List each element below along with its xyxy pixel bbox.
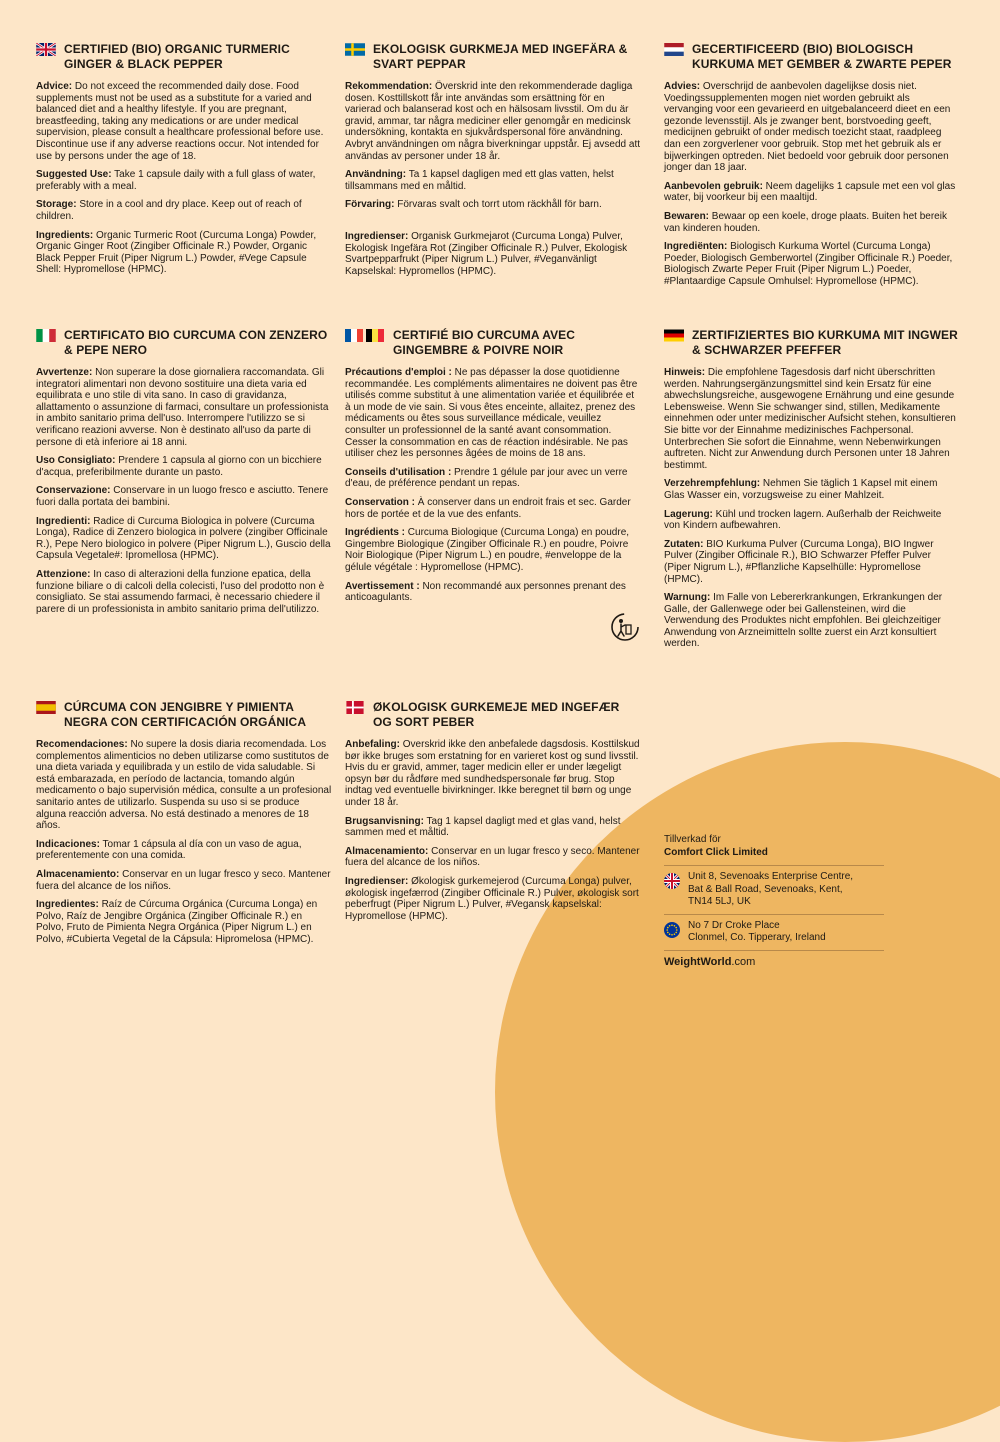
ingredients-paragraph: Ingrédients : Curcuma Biologique (Curcuma Longa) en poudre, Gingembre Biologique (Zingiber Officinale R.) en poudre, Poivre Noir Biologique (Piper Nigrum L.) en poudre, #enveloppe de la gélule végétale : Hypromellose (HPMC). <box>345 527 630 573</box>
storage-paragraph: Storage: Store in a cool and dry place. Keep out of reach of children. <box>36 199 302 222</box>
warning-paragraph: Attenzione: In caso di alterazioni della funzione epatica, della funzione biliare o di calcoli della colecisti, l'uso del prodotto non è consigliato. Se stai assumendo farmaci, è necessario chiedere il parere di un professionista in ambito sanitario prima dell'utilizzo. <box>36 568 325 615</box>
uk-flag-icon <box>36 43 56 56</box>
usage-paragraph: Brugsanvisning: Tag 1 kapsel dagligt med et glas vand, helst sammen med et måltid. <box>345 815 621 839</box>
sweden-flag-icon <box>345 43 365 56</box>
storage-paragraph: Almacenamiento: Conservar en un lugar fresco y seco. Mantener fuera del alcance de los niños. <box>36 868 331 892</box>
triman-recycle-icon <box>610 612 640 642</box>
section-title: ZERTIFIZIERTES BIO KURKUMA MIT INGWER & SCHWARZER PFEFFER <box>692 328 958 357</box>
usage-paragraph: Användning: Ta 1 kapsel dagligen med ett glas vatten, helst tillsammans med en måltid. <box>345 169 614 192</box>
storage-paragraph: Lagerung: Kühl und trocken lagern. Außerhalb der Reichweite von Kindern aufbewahren. <box>664 508 942 532</box>
ingredients-paragraph: Ingredienti: Radice di Curcuma Biologica in polvere (Curcuma Longa), Radice di Zenzero biologica in polvere (zingiber Officinale R.), Pepe Nero biologico in polvere (Piper Nigrum L.), Guscio della Capsula Vegetale#: Ipromellosa (HPMC). <box>36 515 331 562</box>
storage-paragraph: Förvaring: Förvaras svalt och torrt utom räckhåll för barn. <box>345 199 602 211</box>
storage-paragraph: Bewaren: Bewaar op een koele, droge plaats. Buiten het bereik van kinderen houden. <box>664 210 947 234</box>
warning-paragraph: Warnung: Im Falle von Lebererkrankungen, Erkrankungen der Galle, der Gallenwege oder bei Gallensteinen, wird die Verwendung des Produktes nicht empfohlen. Bei gleichzeitiger Anwendung von Arzneimitteln sollte zuerst ein Arzt konsultiert werden. <box>664 592 943 650</box>
advice-paragraph: Précautions d'emploi : Ne pas dépasser la dose quotidienne recommandée. Les compléments alimentaires ne doivent pas être utilisés comme substitut à une alimentation variée et équilibrée et à un mode de vie sain. Si vous êtes enceinte, allaitez, prenez des médicaments ou êtes sous surveillance médicale, veuillez consulter un professionnel de la santé avant consommation. Cesser la consommation en cas de réaction indésirable. Ne pas utiliser chez les personnes âgées de moins de 18 ans. <box>345 367 638 460</box>
advice-paragraph: Avvertenze: Non superare la dose giornaliera raccomandata. Gli integratori alimentari non devono sostituire una dieta varia ed equilibrata e uno stile di vita sano. In caso di gravidanza, allattamento o assunzione di farmaci, consultare un professionista in ambito sanitario prima dell'uso. Interrompere l'utilizzo se si verificano reazioni avverse. Non è destinato all'uso da parte di persone di età inferiore ai 18 anni. <box>36 367 329 448</box>
eu-round-flag-icon <box>664 922 680 938</box>
uk-round-flag-icon <box>664 873 680 889</box>
advice-paragraph: Advice: Do not exceed the recommended daily dose. Food supplements must not be used as a substitute for a varied and balanced diet and a healthy lifestyle. If you are pregnant, breastfeeding, taking any medications or are under medical supervision, please consult a healthcare professional before use. Discontinue use if any adverse reactions occur. Not intended for use by persons under the age of 18. <box>36 81 324 162</box>
storage-paragraph: Almacenamiento: Conservar en un lugar fresco y seco. Mantener fuera del alcance de los niños. <box>345 845 640 869</box>
spain-flag-icon <box>36 701 56 714</box>
made-for-label: Tillverkad för <box>664 834 721 845</box>
section-german <box>664 328 960 657</box>
section-italian <box>36 328 332 622</box>
warning-paragraph: Avertissement : Non recommandé aux personnes prenant des anticoagulants. <box>345 580 626 604</box>
usage-paragraph: Verzehrempfehlung: Nehmen Sie täglich 1 Kapsel mit einem Glas Wasser ein, vorzugsweise zu einer Mahlzeit. <box>664 478 938 501</box>
ingredients-paragraph: Ingredients: Organic Turmeric Root (Curcuma Longa) Powder, Organic Ginger Root (Zingiber Officinale R.) Powder, Organic Black Pepper Fruit (Piper Nigrum L.) Powder, #Vege Capsule Shell: Hypromellose (HPMC). <box>36 229 317 276</box>
uk-address-row <box>664 865 884 914</box>
italy-flag-icon <box>36 329 56 342</box>
advice-paragraph: Rekommendation: Överskrid inte den rekommenderade dagliga dosen. Kosttillskott får inte användas som ersättning för en varierad och balanserad kost och en hälsosam livsstil. Om du är gravid, ammar, tar några mediciner eller genomgår en medicinsk undersökning, kontakta en sjukvårdspersonal före användning. Avbryt användningen om några biverkningar uppstår. Ej avsedd att användas av personer under 18 år. <box>345 81 640 162</box>
eu-address-row <box>664 914 884 950</box>
ingredients-paragraph: Ingrediënten: Biologisch Kurkuma Wortel (Curcuma Longa) Poeder, Biologisch Gemberwortel (Zingiber Officinale R.) Poeder, Biologisch Zwarte Peper Fruit (Piper Nigrum L.) Poeder, #Plantaardige Capsule Omhulsel: Hypromellose (HPMC). <box>664 241 953 287</box>
advice-paragraph: Advies: Overschrijd de aanbevolen dagelijkse dosis niet. Voedingssupplementen mogen niet worden gebruikt als vervanging voor een gevarieerd en uitgebalanceerd dieet en een gezonde levensstijl. Als je zwanger bent, borstvoeding geeft, medicijnen gebruikt of onder medisch toezicht staat, raadpleeg dan een zorgverlener voor gebruik. Stop met het gebruik als er bijwerkingen optreden. Niet bedoeld voor gebruik door personen jonger dan 18 jaar. <box>664 81 951 174</box>
section-title: ØKOLOGISK GURKEMEJE MED INGEFÆR OG SORT PEBER <box>373 700 620 729</box>
usage-paragraph: Conseils d'utilisation : Prendre 1 gélule par jour avec un verre d'eau, de préférence pendant un repas. <box>345 466 628 490</box>
usage-paragraph: Indicaciones: Tomar 1 cápsula al día con un vaso de agua, preferentemente con una comida. <box>36 838 302 862</box>
germany-flag-icon <box>664 329 684 342</box>
company-name: Comfort Click Limited <box>664 846 768 858</box>
storage-paragraph: Conservation : À conserver dans un endroit frais et sec. Garder hors de portée et de la vue des enfants. <box>345 496 631 520</box>
section-title: CERTIFIÉ BIO CURCUMA AVEC GINGEMBRE & POIVRE NOIR <box>393 328 576 357</box>
manufacturer-address-block <box>664 834 884 968</box>
section-english <box>36 42 332 283</box>
storage-paragraph: Conservazione: Conservare in un luogo fresco e asciutto. Tenere fuori dalla portata dei bambini. <box>36 485 329 508</box>
ingredients-paragraph: Ingredientes: Raíz de Cúrcuma Orgánica (Curcuma Longa) en Polvo, Raíz de Jengibre Orgánica (Zingiber Officinale R.) en Polvo, Fruto de Pimienta Negra Orgánica (Piper Nigrum L.) en Polvo, #Cubierta Vegetal de la Cápsula: Hipromelosa (HPMC). <box>36 899 318 945</box>
france-belgium-flag-icon <box>345 329 385 342</box>
uk-address-text: Unit 8, Sevenoaks Enterprise Centre, Bat & Ball Road, Sevenoaks, Kent, TN14 5LJ, UK <box>688 871 854 907</box>
ingredients-paragraph: Ingredienser: Organisk Gurkmejarot (Curcuma Longa) Pulver, Ekologisk Ingefära Rot (Zingiber Officinale R.) Pulver, Ekologisk Svartpepparfrukt (Piper Nigrum L.) Pulver, #Veganvänligt Kapselskal: Hypromellos (HPMC). <box>345 230 628 277</box>
section-title: CERTIFIED (BIO) ORGANIC TURMERIC GINGER & BLACK PEPPER <box>64 42 290 71</box>
advice-paragraph: Anbefaling: Overskrid ikke den anbefalede dagsdosis. Kosttilskud bør ikke bruges som erstatning for en varieret kost og sund livsstil. Hvis du er gravid, ammer, tager medicin eller er under lægeligt opsyn bør du rådføre med sundhedspersonale før brug. Stop indtag ved eventuelle bivirkninger. Ikke beregnet til børn og unge under 18 år. <box>345 739 640 808</box>
section-swedish <box>345 42 641 284</box>
section-title: EKOLOGISK GURKMEJA MED INGEFÄRA & SVART PEPPAR <box>373 42 628 71</box>
section-spanish <box>36 700 332 953</box>
section-dutch <box>664 42 960 295</box>
section-french <box>345 328 641 611</box>
usage-paragraph: Uso Consigliato: Prendere 1 capsula al giorno con un bicchiere d'acqua, preferibilmente durante un pasto. <box>36 455 322 478</box>
section-danish <box>345 700 641 929</box>
denmark-flag-icon <box>345 701 365 714</box>
section-title: CERTIFICATO BIO CURCUMA CON ZENZERO & PEPE NERO <box>64 328 328 357</box>
ingredients-paragraph: Zutaten: BIO Kurkuma Pulver (Curcuma Longa), BIO Ingwer Pulver (Zingiber Officinale R.), BIO Schwarzer Pfeffer Pulver (Piper Nigrum L.), #Pflanzliche Kapselhülle: Hypromellose (HPMC). <box>664 538 934 585</box>
eu-address-text: No 7 Dr Croke Place Clonmel, Co. Tipperary, Ireland <box>688 919 826 943</box>
usage-paragraph: Aanbevolen gebruik: Neem dagelijks 1 capsule met een vol glas water, bij voorkeur bij een maaltijd. <box>664 180 956 204</box>
section-title: CÚRCUMA CON JENGIBRE Y PIMIENTA NEGRA CON CERTIFICACIÓN ORGÁNICA <box>64 700 307 729</box>
section-title: GECERTIFICEERD (BIO) BIOLOGISCH KURKUMA MET GEMBER & ZWARTE PEPER <box>692 42 952 71</box>
advice-paragraph: Recomendaciones: No supere la dosis diaria recomendada. Los complementos alimenticios no deben utilizarse como sustitutos de una dieta variada y equilibrada y un estilo de vida saludable. Si está embarazada, en período de lactancia, tomando algún medicamento o bajo supervisión médica, consulte a un profesional sanitario antes de utilizarlo. Suspenda su uso si se produce alguna reacción adversa. No está destinado a menores de 18 años. <box>36 739 332 832</box>
ingredients-paragraph: Ingredienser: Økologisk gurkemejerod (Curcuma Longa) pulver, økologisk ingefærrod (Zingiber Officinale R.) Pulver, økologisk sort peberfrugt (Piper Nigrum L.) Pulver, #Vegansk kapselskal: Hypromellose (HPMC). <box>345 875 639 922</box>
advice-paragraph: Hinweis: Die empfohlene Tagesdosis darf nicht überschritten werden. Nahrungsergänzungsmittel sind kein Ersatz für eine abwechslungsreiche, ausgewogene Ernährung und eine gesunde Lebensweise. Wenn Sie schwanger sind, stillen, Medikamente einnehmen oder unter medizinischer Aufsicht stehen, konsultieren Sie bitte vor der Einnahme medizinisches Fachpersonal. Unterbrechen Sie sofort die Einnahme, wenn Nebenwirkungen auftreten. Nicht zur Anwendung durch Personen unter 18 Jahren bestimmt. <box>664 367 956 471</box>
netherlands-flag-icon <box>664 43 684 56</box>
brand-logo: WeightWorld.com <box>664 950 884 969</box>
usage-paragraph: Suggested Use: Take 1 capsule daily with a full glass of water, preferably with a meal. <box>36 169 316 192</box>
